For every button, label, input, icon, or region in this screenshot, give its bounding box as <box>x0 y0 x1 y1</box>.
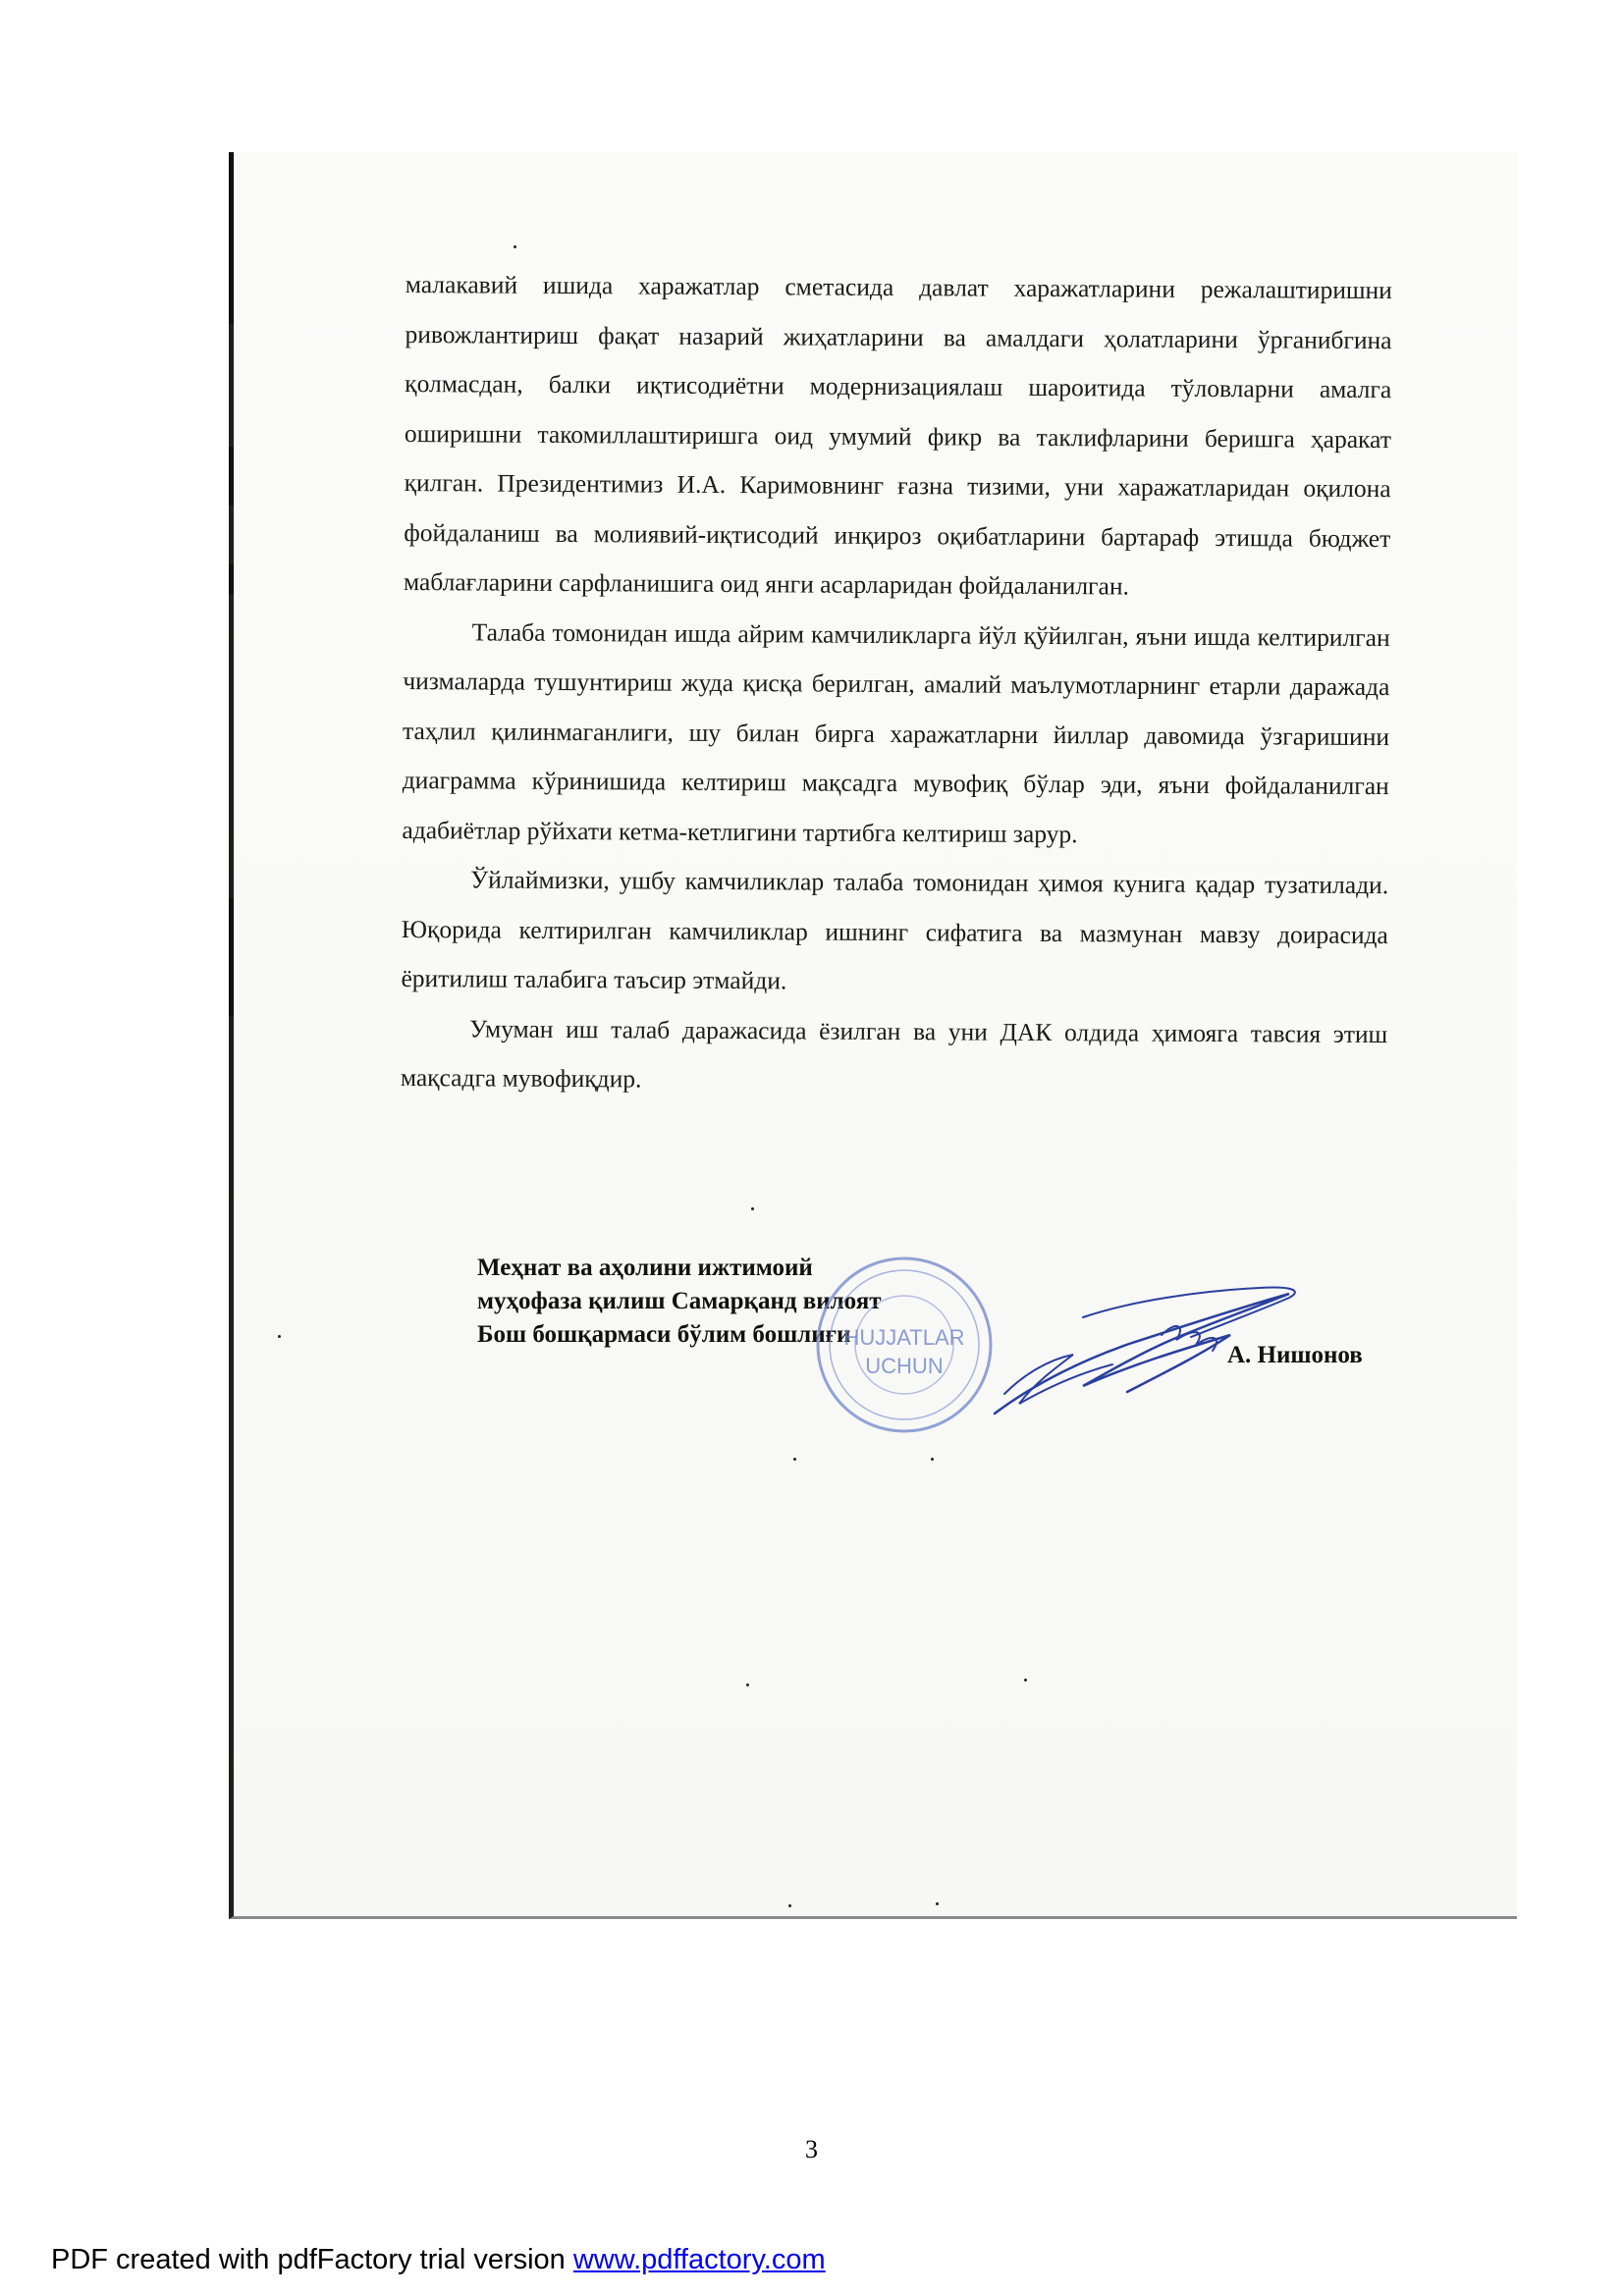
stamp-text-line: HUJJATLAR <box>843 1325 965 1350</box>
scan-speck <box>746 1683 749 1686</box>
scan-speck <box>278 1335 281 1338</box>
scan-edge-mark <box>229 898 234 1016</box>
pdf-footer <box>51 2244 826 2276</box>
stamp-text-line: UCHUN <box>865 1354 944 1378</box>
pdffactory-link[interactable]: www.pdffactory.com <box>572 2244 826 2275</box>
signatory-name: А. Нишонов <box>1227 1342 1363 1368</box>
scan-speck <box>1024 1679 1027 1682</box>
position-line: Меҳнат ва аҳолини ижтимоий <box>477 1255 813 1281</box>
scan-speck <box>751 1207 754 1210</box>
letter-body <box>401 260 1392 1109</box>
paragraph-3: Ўйлаймизки, ушбу камчиликлар талаба томонидан ҳимоя кунига қадар тузатилади. Юқорида келтирилган камчиликлар ишнинг сифатига ва мазмунан мавзу доирасида ёритилиш талабига таъсир этмайди. <box>401 865 1389 995</box>
scan-edge-mark <box>229 152 234 324</box>
footer-text: PDF created with pdfFactory trial version <box>51 2244 573 2275</box>
scan-edge-mark <box>229 564 234 594</box>
paragraph-1: малакавий ишида харажатлар сметасида давлат харажатларини режалаштиришни ривожлантириш фақат назарий жиҳатларини ва амалдаги ҳолатларини ўрганибгина қолмасдан, балки иқтисодиётни модернизациялаш шароитида тўловларни амалга оширишни такомиллаштиришга оид умумий фикр ва таклифларини беришга ҳаракат қилган. Президентимиз И.А. Каримовнинг ғазна тизими, уни харажатларидан оқилона фойдаланиш ва молиявий-иқтисодий инқироз оқибатларини бартараф этишда бюджет маблағларини сарфланишига оид янги асарларидан фойдаланилган. <box>403 269 1392 601</box>
scan-speck <box>514 245 516 248</box>
scan-speck <box>936 1902 939 1905</box>
position-line: Бош бошқармаси бўлим бошлиғи <box>477 1321 851 1348</box>
scan-speck <box>788 1904 791 1907</box>
scan-edge-mark <box>229 447 234 506</box>
scanned-page <box>229 152 1517 1919</box>
paragraph-2: Талаба томонидан ишда айрим камчиликларга йўл қўйилган, яъни ишда келтирилган чизмаларда тушунтириш жуда қисқа берилган, амалий маълумотларнинг етарли даражада таҳлил қилинмаганлиги, шу билан бирга харажатларни йиллар давомида ўзгаришини диаграмма кўринишида келтириш мақсадга мувофиқ бўлар эди, яъни фойдаланилган адабиётлар рўйхати кетма-кетлигини тартибга келтириш зарур. <box>402 616 1390 848</box>
position-line: муҳофаза қилиш Самарқанд вилоят <box>477 1288 882 1314</box>
page-number: 3 <box>805 2135 818 2163</box>
paragraph-4: Умуман иш талаб даражасида ёзилган ва уни ДАК олдида ҳимояга тавсия этиш мақсадга мувофиқдир. <box>400 1013 1388 1094</box>
scan-speck <box>931 1458 934 1461</box>
scan-speck <box>793 1458 796 1461</box>
